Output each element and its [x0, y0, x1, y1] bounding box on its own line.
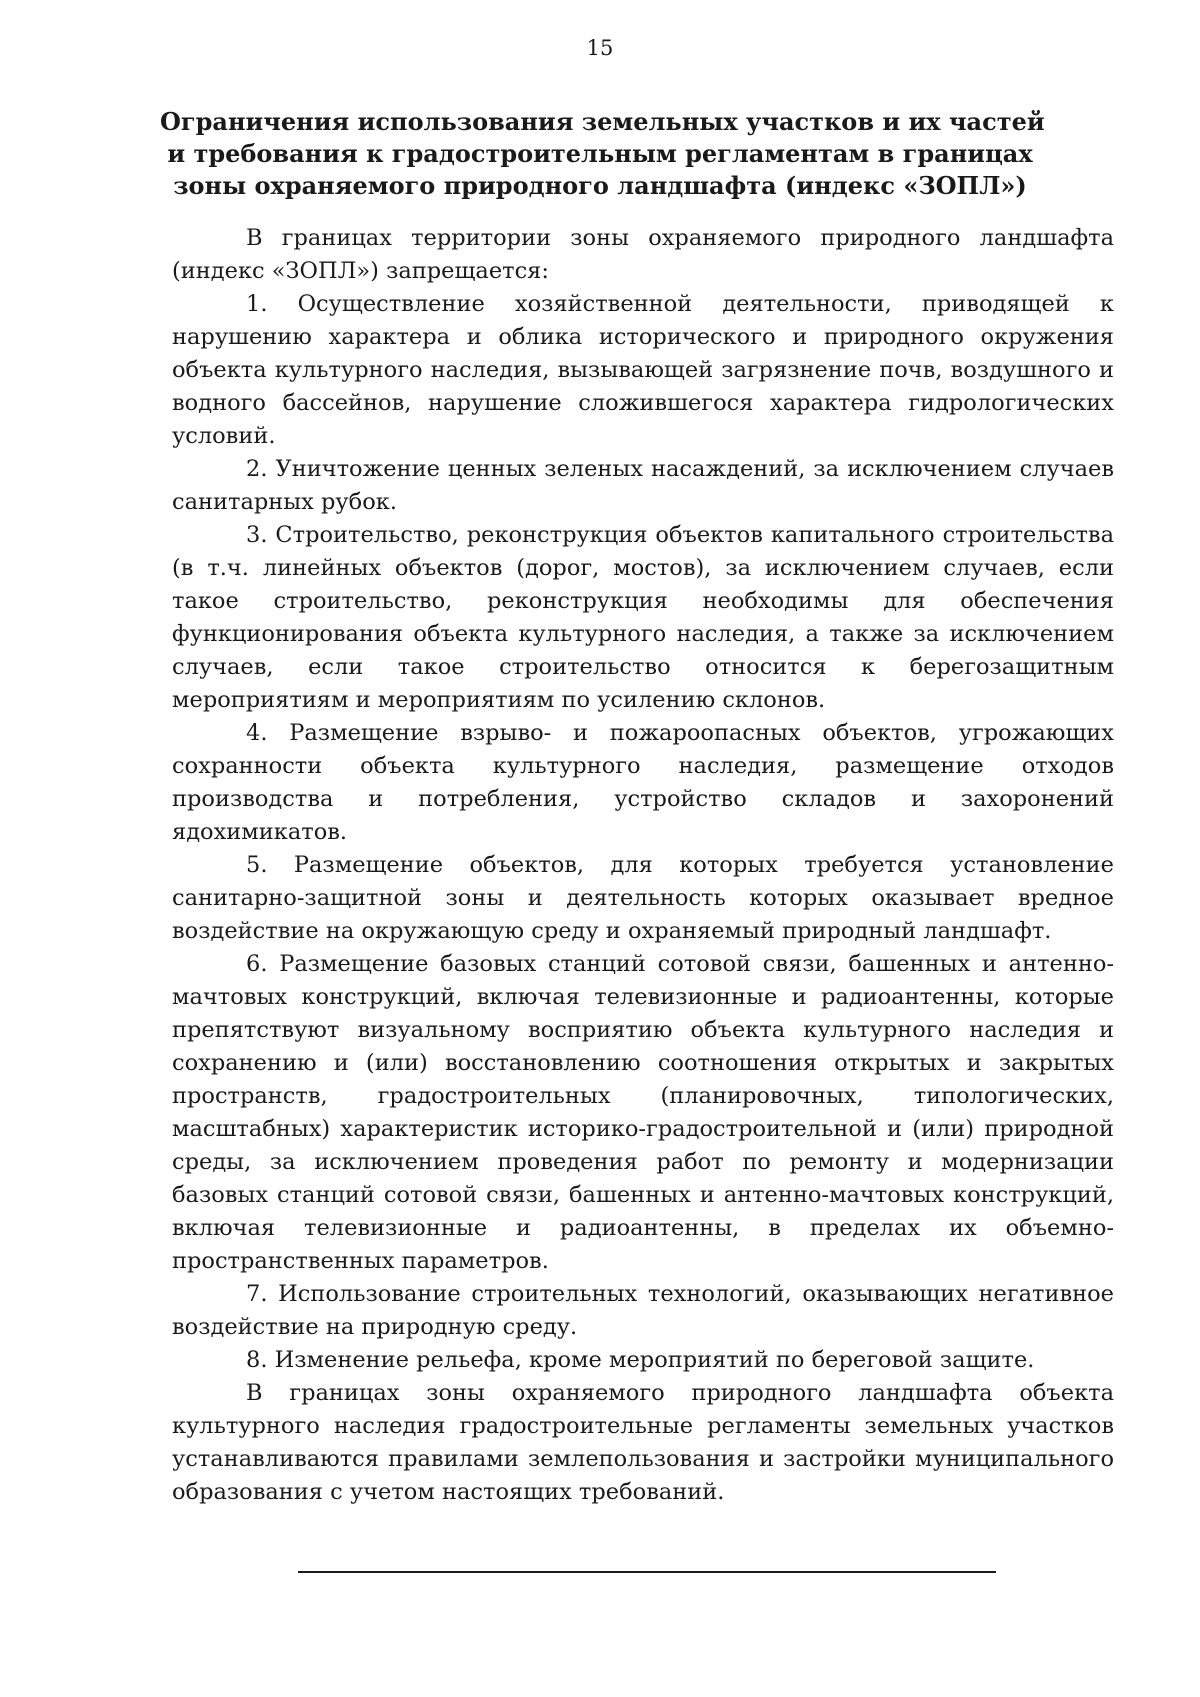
list-item-1: 1. Осуществление хозяйственной деятельности, приводящей к нарушению характера и облика исторического и природного окружения объекта культурного наследия, вызывающей загрязнение почв, воздушного и водного бассейнов, нарушение сложившегося характера гидрологических условий.: [172, 291, 1114, 449]
list-item-8: 8. Изменение рельефа, кроме мероприятий по береговой защите.: [246, 1347, 1035, 1373]
list-item-2: 2. Уничтожение ценных зеленых насаждений, за исключением случаев санитарных рубок.: [172, 456, 1114, 515]
document-body: [172, 222, 1114, 1509]
closing-paragraph: В границах зоны охраняемого природного ландшафта объекта культурного наследия градостроительные регламенты земельных участков устанавливаются правилами землепользования и застройки муниципального образования с учетом настоящих требований.: [172, 1380, 1114, 1505]
intro-paragraph: В границах территории зоны охраняемого природного ландшафта (индекс «ЗОПЛ») запрещается:: [172, 225, 1114, 284]
list-item-6: 6. Размещение базовых станций сотовой связи, башенных и антенно-мачтовых конструкций, включая телевизионные и радиоантенны, которые препятствуют визуальному восприятию объекта культурного наследия и сохранению и (или) восстановлению соотношения открытых и закрытых пространств, градостроительных (планировочных, типологических, масштабных) характеристик историко-градостроительной и (или) природной среды, за исключением проведения работ по ремонту и модернизации базовых станций сотовой связи, башенных и антенно-мачтовых конструкций, включая телевизионные и радиоантенны, в пределах их объемно-пространственных параметров.: [172, 951, 1114, 1274]
list-item-5: 5. Размещение объектов, для которых требуется установление санитарно-защитной зоны и деятельность которых оказывает вредное воздействие на окружающую среду и охраняемый природный ландшафт.: [172, 852, 1114, 944]
end-divider-line: [298, 1571, 996, 1573]
list-item-4: 4. Размещение взрыво- и пожароопасных объектов, угрожающих сохранности объекта культурного наследия, размещение отходов производства и потребления, устройство складов и захоронений ядохимикатов.: [172, 720, 1114, 845]
page-number: 15: [586, 36, 614, 60]
title-line: Ограничения использования земельных участков и их частей: [160, 107, 1045, 136]
list-item-7: 7. Использование строительных технологий, оказывающих негативное воздействие на природную среду.: [172, 1281, 1114, 1340]
title-line: и требования к градостроительным регламентам в границах: [167, 139, 1033, 168]
title-line: зоны охраняемого природного ландшафта (индекс «ЗОПЛ»): [173, 171, 1027, 200]
list-item-3: 3. Строительство, реконструкция объектов капитального строительства (в т.ч. линейных объектов (дорог, мостов), за исключением случаев, если такое строительство, реконструкция необходимы для обеспечения функционирования объекта культурного наследия, а также за исключением случаев, если такое строительство относится к берегозащитным мероприятиям и мероприятиям по усилению склонов.: [172, 522, 1114, 713]
document-title: [160, 106, 1045, 202]
